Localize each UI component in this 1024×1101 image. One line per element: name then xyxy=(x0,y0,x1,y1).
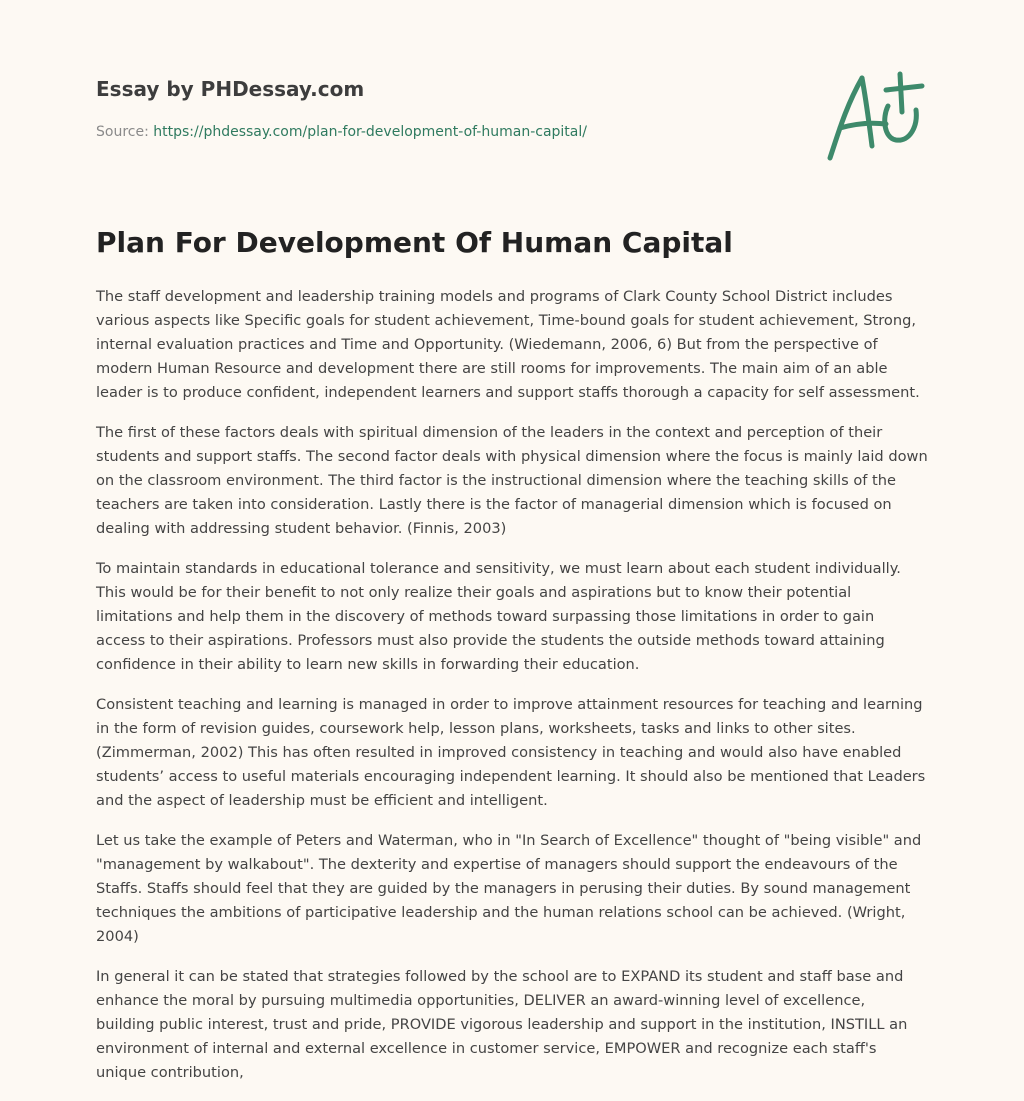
source-line xyxy=(96,124,587,140)
source-link[interactable]: https://phdessay.com/plan-for-development-of-human-capital/ xyxy=(153,124,587,140)
paragraph: To maintain standards in educational tolerance and sensitivity, we must learn about each student individually. This would be for their benefit to not only realize their goals and aspirations but to know their potential limitations and help them in the discovery of methods toward surpassing those limitations in order to gain access to their aspirations. Professors must also provide the students the outside methods toward attaining confidence in their ability to learn new skills in forwarding their education. xyxy=(96,560,901,673)
paragraph: In general it can be stated that strategies followed by the school are to EXPAND its student and staff base and enhance the moral by pursuing multimedia opportunities, DELIVER an award-winning level of excellence, building public interest, trust and pride, PROVIDE vigorous leadership and support in the institution, INSTILL an environment of internal and external excellence in customer service, EMPOWER and recognize each staff's unique contribution, xyxy=(96,968,908,1081)
paragraph: Let us take the example of Peters and Waterman, who in "In Search of Excellence" thought of "being visible" and "management by walkabout". The dexterity and expertise of managers should support the endeavours of the Staffs. Staffs should feel that they are guided by the managers in perusing their duties. By sound management techniques the ambitions of participative leadership and the human relations school can be achieved. (Wright, 2004) xyxy=(96,832,922,945)
article-title: Plan For Development Of Human Capital xyxy=(96,226,733,259)
paragraph: Consistent teaching and learning is managed in order to improve attainment resources for teaching and learning in the form of revision guides, coursework help, lesson plans, worksheets, tasks and links to other sites. (Zimmerman, 2002) This has often resulted in improved consistency in teaching and would also have enabled students’ access to useful materials encouraging independent learning. It should also be mentioned that Leaders and the aspect of leadership must be efficient and intelligent. xyxy=(96,696,926,809)
site-header xyxy=(96,77,364,101)
brand-name: Essay by PHDessay.com xyxy=(96,77,365,101)
paragraph: The staff development and leadership training models and programs of Clark County School District includes various aspects like Specific goals for student achievement, Time-bound goals for student achievement, Strong, internal evaluation practices and Time and Opportunity. (Wiedemann, 2006, 6) But from the perspective of modern Human Resource and development there are still rooms for improvements. The main aim of an able leader is to produce confident, independent learners and support staffs thorough a capacity for self assessment. xyxy=(96,288,920,401)
a-plus-logo-icon xyxy=(820,66,928,166)
paragraph: The first of these factors deals with spiritual dimension of the leaders in the context and perception of their students and support staffs. The second factor deals with physical dimension where the focus is mainly laid down on the classroom environment. The third factor is the instructional dimension where the teaching skills of the teachers are taken into consideration. Lastly there is the factor of managerial dimension which is focused on dealing with addressing student behavior. (Finnis, 2003) xyxy=(96,424,928,537)
article-body xyxy=(96,285,928,1101)
source-label: Source: xyxy=(96,124,149,140)
